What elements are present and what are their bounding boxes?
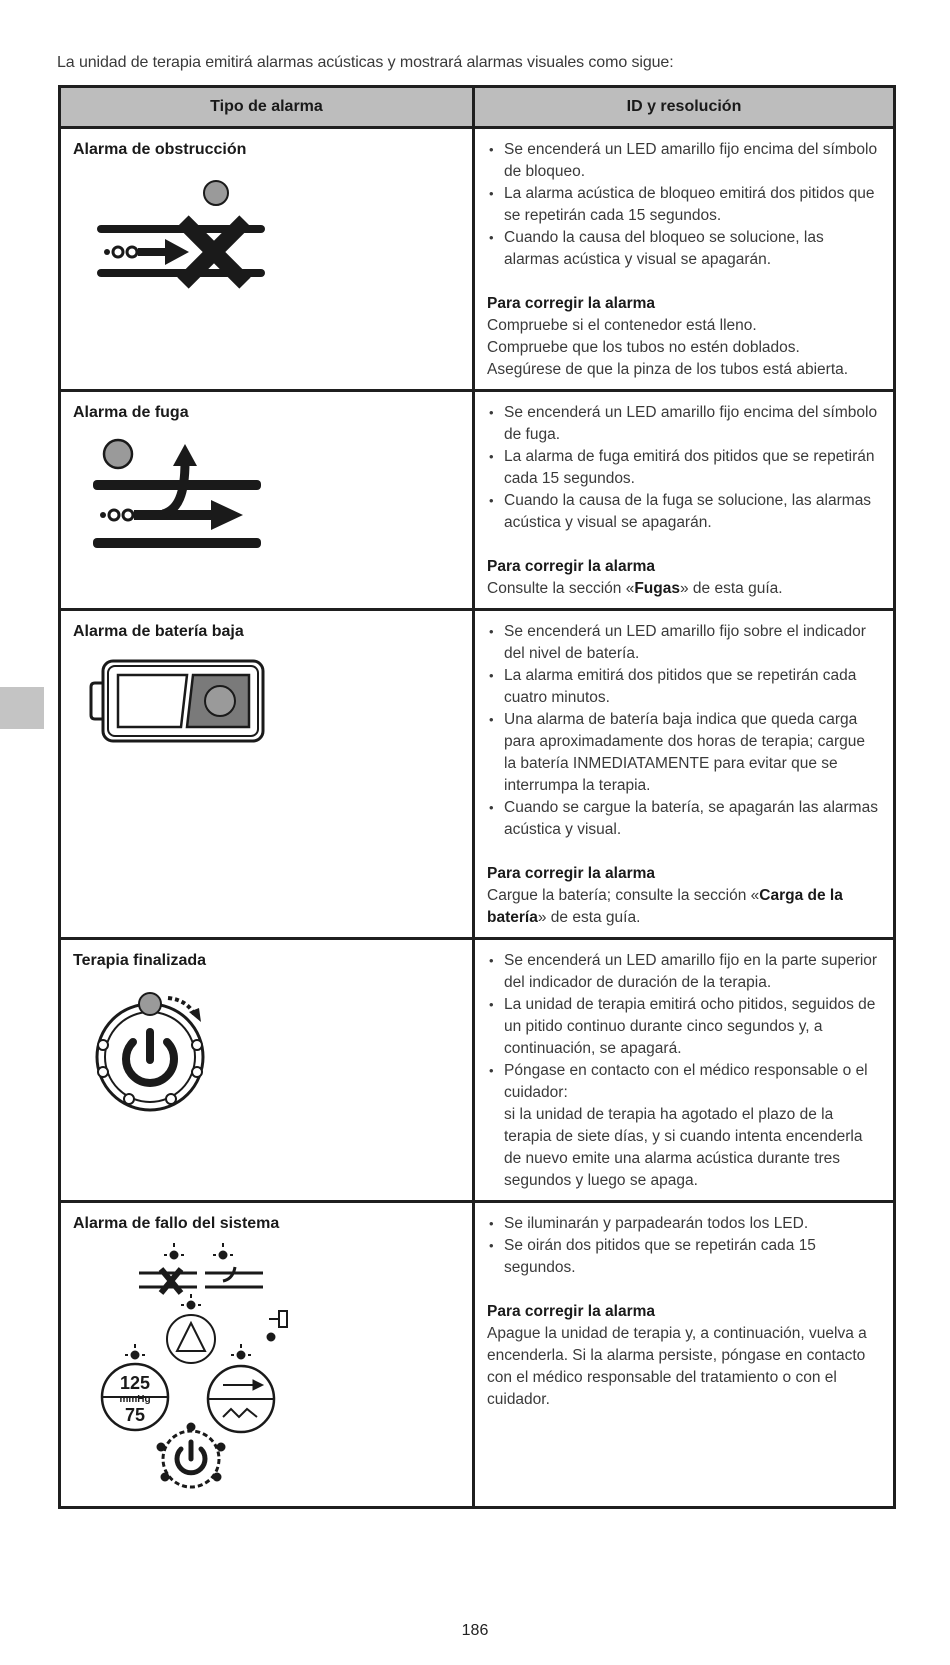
list-item: • Cuando la causa del bloqueo se solucione, las alarmas acústica y visual se apagarán. <box>487 227 881 271</box>
fix-text: Apague la unidad de terapia y, a continuación, vuelva a encenderla. Si la alarma persiste, póngase en contacto con el médico responsable del tratamiento o con el cuidador. <box>487 1325 867 1408</box>
list-item: • Se iluminarán y parpadearán todos los LED. <box>487 1213 881 1235</box>
table-row <box>60 391 895 610</box>
list-item: • La alarma de fuga emitirá dos pitidos que se repetirán cada 15 segundos. <box>487 446 881 490</box>
list-item: • Se encenderá un LED amarillo fijo encima del símbolo de bloqueo. <box>487 139 881 183</box>
fix-text-prefix: Cargue la batería; consulte la sección « <box>487 887 760 904</box>
leak-symbol-icon <box>73 434 460 561</box>
gauge-top-value: 125 <box>119 1373 151 1393</box>
table-row <box>60 128 895 391</box>
fix-line: Compruebe si el contenedor está lleno. <box>487 317 757 334</box>
bullet-list <box>487 1213 881 1279</box>
bullet-list <box>487 621 881 841</box>
fix-heading: Para corregir la alarma <box>487 865 656 882</box>
alarm-title: Terapia finalizada <box>73 952 207 969</box>
battery-low-icon <box>73 657 460 754</box>
fix-heading: Para corregir la alarma <box>487 295 656 312</box>
list-item: • Se encenderá un LED amarillo fijo encima del símbolo de fuga. <box>487 402 881 446</box>
alarm-table <box>58 85 896 1509</box>
table-row <box>60 939 895 1202</box>
page-number: 186 <box>461 1622 489 1639</box>
table-row <box>60 1202 895 1508</box>
bullet-list <box>487 139 881 271</box>
resolution-cell <box>474 610 895 939</box>
alarm-type-cell <box>60 1202 474 1508</box>
contact-condition: si la unidad de terapia ha agotado el plazo de la terapia de siete días, y si cuando intenta encenderla de nuevo emite una alarma acústica durante tres segundos y luego se apaga. <box>504 1106 863 1189</box>
blockage-symbol-icon <box>73 171 460 308</box>
therapy-mini-icon <box>167 1294 215 1363</box>
alarm-type-cell <box>60 391 474 610</box>
fix-heading: Para corregir la alarma <box>487 1303 656 1320</box>
fix-line: Asegúrese de que la pinza de los tubos está abierta. <box>487 361 849 378</box>
resolution-cell <box>474 128 895 391</box>
flow-gauge-icon <box>208 1344 274 1432</box>
blockage-mini-icon <box>139 1243 197 1293</box>
list-item: • La unidad de terapia emitirá ocho pitidos, seguidos de un pitido continuo durante cinco segundos y, a continuación, se apagará. <box>487 994 881 1060</box>
list-item: • Cuando la causa de la fuga se solucione, las alarmas acústica y visual se apagarán. <box>487 490 881 534</box>
alarm-title: Alarma de fallo del sistema <box>73 1215 280 1232</box>
list-item: • Una alarma de batería baja indica que queda carga para aproximadamente dos horas de terapia; cargue la batería INMEDIATAMENTE para evitar que se interrumpa la terapia. <box>487 709 881 797</box>
fix-section-link: Fugas <box>634 580 680 597</box>
alarm-type-cell <box>60 128 474 391</box>
alarm-title: Alarma de fuga <box>73 404 189 421</box>
fix-text-suffix: » de esta guía. <box>537 909 641 926</box>
power-duration-icon <box>73 982 460 1119</box>
resolution-cell <box>474 939 895 1202</box>
list-item: • La alarma emitirá dos pitidos que se repetirán cada cuatro minutos. <box>487 665 881 709</box>
system-fault-icon <box>73 1239 460 1496</box>
bullet-list <box>487 402 881 534</box>
table-row <box>60 610 895 939</box>
fix-text-prefix: Consulte la sección « <box>487 580 635 597</box>
resolution-cell <box>474 391 895 610</box>
list-item: • Se oirán dos pitidos que se repetirán cada 15 segundos. <box>487 1235 881 1279</box>
alarm-type-cell <box>60 610 474 939</box>
fix-line: Compruebe que los tubos no estén doblados. <box>487 339 800 356</box>
list-item: • Cuando se cargue la batería, se apagarán las alarmas acústica y visual. <box>487 797 881 841</box>
contact-instruction: Póngase en contacto con el médico responsable o el cuidador: <box>504 1062 868 1101</box>
header-id-resolution: ID y resolución <box>474 87 895 128</box>
fix-section-link: Carga de la batería <box>487 887 843 926</box>
gauge-bottom-value: 75 <box>124 1405 146 1425</box>
side-tab-marker <box>0 687 44 729</box>
bullet-list <box>487 950 881 1192</box>
intro-text: La unidad de terapia emitirá alarmas acústicas y mostrará alarmas visuales como sigue: <box>57 54 674 71</box>
list-item <box>487 1060 881 1192</box>
resolution-cell <box>474 1202 895 1508</box>
alarm-title: Alarma de batería baja <box>73 623 244 640</box>
power-mini-icon <box>157 1423 225 1487</box>
fix-text-suffix: » de esta guía. <box>680 580 783 597</box>
gauge-unit: mmHg <box>119 1394 151 1405</box>
list-item: • La alarma acústica de bloqueo emitirá dos pitidos que se repetirán cada 15 segundos. <box>487 183 881 227</box>
list-item: • Se encenderá un LED amarillo fijo en la parte superior del indicador de duración de la terapia. <box>487 950 881 994</box>
leak-mini-icon <box>205 1243 263 1287</box>
alarm-title: Alarma de obstrucción <box>73 141 247 158</box>
header-alarm-type: Tipo de alarma <box>60 87 474 128</box>
table-header-row <box>60 87 895 128</box>
list-item: • Se encenderá un LED amarillo fijo sobre el indicador del nivel de batería. <box>487 621 881 665</box>
plug-mini-icon <box>267 1311 287 1341</box>
alarm-type-cell <box>60 939 474 1202</box>
fix-heading: Para corregir la alarma <box>487 558 656 575</box>
